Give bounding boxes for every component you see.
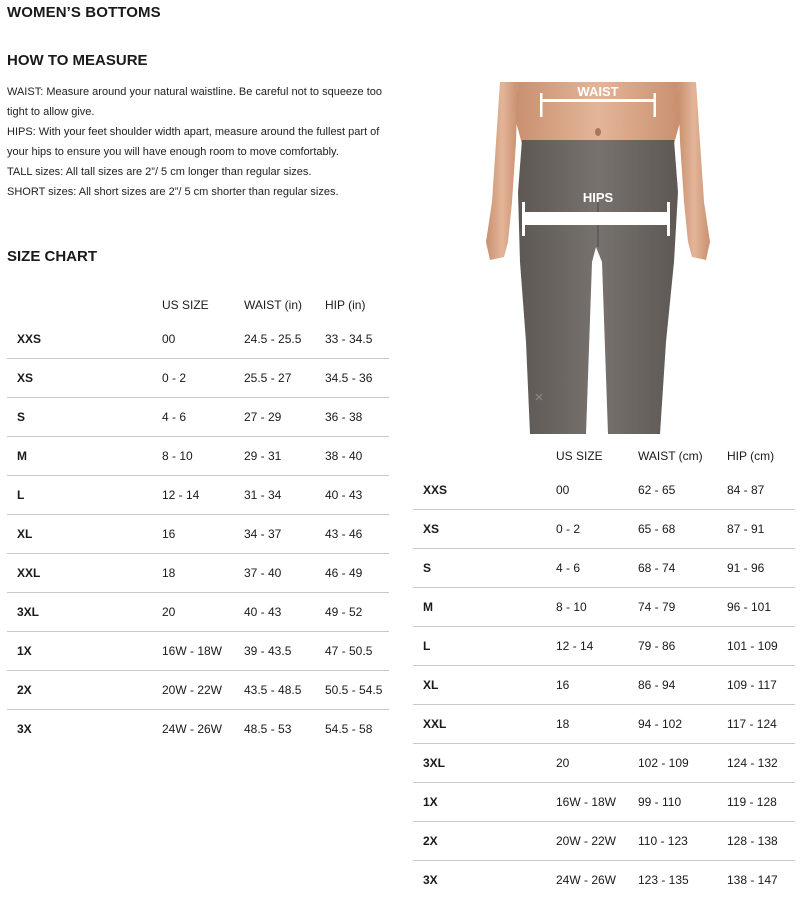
table-row <box>7 554 389 593</box>
cell-hip: 43 - 46 <box>325 515 389 554</box>
table-row <box>413 588 795 627</box>
size-chart-heading: SIZE CHART <box>7 248 97 265</box>
cell-hip: 54.5 - 58 <box>325 722 373 736</box>
cell-waist: 68 - 74 <box>638 549 727 588</box>
cell-waist: 43.5 - 48.5 <box>244 671 325 710</box>
table-row <box>7 632 389 671</box>
cell-waist: 29 - 31 <box>244 437 325 476</box>
hips-band <box>522 212 670 225</box>
cell-us-size: 16 <box>162 515 244 554</box>
table-row <box>7 710 389 749</box>
cell-waist: 34 - 37 <box>244 515 325 554</box>
cell-waist: 79 - 86 <box>638 627 727 666</box>
cell-hip: 34.5 - 36 <box>325 359 389 398</box>
cell-hip: 96 - 101 <box>727 588 795 627</box>
cell-hip: 38 - 40 <box>325 437 389 476</box>
cell-size: XS <box>413 510 556 549</box>
header-waist: WAIST (cm) <box>638 449 703 463</box>
cell-us-size: 0 - 2 <box>556 510 638 549</box>
cell-hip: 84 - 87 <box>727 471 795 510</box>
table-row <box>7 398 389 437</box>
cell-size: S <box>7 398 162 437</box>
cell-us-size: 16 <box>556 666 638 705</box>
table-row <box>413 705 795 744</box>
table-row <box>7 671 389 710</box>
cell-waist: 99 - 110 <box>638 783 727 822</box>
table-row <box>7 593 389 632</box>
table-header-row <box>413 441 795 471</box>
cell-size: 3XL <box>413 744 556 783</box>
cell-hip: 109 - 117 <box>727 666 795 705</box>
table-row <box>413 744 795 783</box>
cell-waist: 31 - 34 <box>244 476 325 515</box>
cell-us-size: 12 - 14 <box>556 627 638 666</box>
table-row <box>7 476 389 515</box>
left-arm <box>486 82 518 260</box>
cell-us-size: 00 <box>162 320 244 359</box>
cell-us-size: 16W - 18W <box>162 632 244 671</box>
cell-us-size: 8 - 10 <box>162 437 244 476</box>
cell-size: M <box>413 588 556 627</box>
cell-us-size: 4 - 6 <box>162 398 244 437</box>
cell-waist: 27 - 29 <box>244 398 325 437</box>
cell-size: XXS <box>413 471 556 510</box>
table-row <box>413 627 795 666</box>
hips-instruction: HIPS: With your feet shoulder width apart, measure around the fullest part of your hips to ensure you will have enough room to move comfortably. <box>7 126 380 158</box>
cell-us-size: 20W - 22W <box>162 671 244 710</box>
cell-size: XL <box>413 666 556 705</box>
cell-waist: 65 - 68 <box>638 510 727 549</box>
short-sizes-note: SHORT sizes: All short sizes are 2”/ 5 cm shorter than regular sizes. <box>7 186 339 198</box>
cell-waist: 37 - 40 <box>244 554 325 593</box>
cell-hip: 47 - 50.5 <box>325 632 389 671</box>
tall-sizes-note: TALL sizes: All tall sizes are 2”/ 5 cm longer than regular sizes. <box>7 166 312 178</box>
cell-waist: 48.5 - 53 <box>244 722 292 736</box>
header-hip: HIP (cm) <box>727 449 775 463</box>
cell-waist: 123 - 135 <box>638 873 689 887</box>
cell-size: XXL <box>413 705 556 744</box>
cell-hip: 128 - 138 <box>727 822 795 861</box>
size-chart-inches-table <box>7 290 389 748</box>
cell-waist: 25.5 - 27 <box>244 359 325 398</box>
waist-label: WAIST <box>577 84 619 99</box>
right-arm <box>678 82 710 260</box>
measurement-figure <box>478 82 718 434</box>
table-row <box>413 510 795 549</box>
header-us-size: US SIZE <box>162 298 209 312</box>
cell-hip: 49 - 52 <box>325 593 389 632</box>
cell-size: L <box>7 476 162 515</box>
header-waist: WAIST (in) <box>244 298 303 312</box>
cell-waist: 102 - 109 <box>638 744 727 783</box>
cell-us-size: 18 <box>162 554 244 593</box>
waist-instruction: WAIST: Measure around your natural waistline. Be careful not to squeeze too tight to allow give. <box>7 86 383 118</box>
cell-waist: 40 - 43 <box>244 593 325 632</box>
cell-us-size: 0 - 2 <box>162 359 244 398</box>
table-row <box>7 320 389 359</box>
cell-hip: 117 - 124 <box>727 705 795 744</box>
cell-size: 2X <box>7 671 162 710</box>
cell-us-size: 20 <box>556 744 638 783</box>
cell-size: S <box>413 549 556 588</box>
cell-size: 3X <box>17 722 32 736</box>
body-measurement-illustration <box>478 82 718 434</box>
cell-hip: 33 - 34.5 <box>325 320 389 359</box>
cell-hip: 36 - 38 <box>325 398 389 437</box>
cell-waist: 110 - 123 <box>638 822 727 861</box>
cell-waist: 74 - 79 <box>638 588 727 627</box>
cell-hip: 124 - 132 <box>727 744 795 783</box>
table-header-row <box>7 290 389 320</box>
table-row <box>413 822 795 861</box>
cell-size: 1X <box>413 783 556 822</box>
cell-size: XXL <box>7 554 162 593</box>
cell-size: 3X <box>423 873 438 887</box>
table-row <box>413 861 795 900</box>
cell-waist: 94 - 102 <box>638 705 727 744</box>
cell-us-size: 18 <box>556 705 638 744</box>
cell-us-size: 12 - 14 <box>162 476 244 515</box>
cell-us-size: 20W - 22W <box>556 822 638 861</box>
cell-hip: 87 - 91 <box>727 510 795 549</box>
hips-label: HIPS <box>582 190 614 205</box>
cell-waist: 62 - 65 <box>638 471 727 510</box>
cell-waist: 86 - 94 <box>638 666 727 705</box>
header-size <box>413 441 556 471</box>
cell-us-size: 20 <box>162 593 244 632</box>
cell-waist: 24.5 - 25.5 <box>244 320 325 359</box>
table-row <box>7 515 389 554</box>
table-row <box>7 359 389 398</box>
cell-size: 1X <box>7 632 162 671</box>
header-us-size: US SIZE <box>556 449 603 463</box>
navel <box>595 128 601 136</box>
cell-us-size: 4 - 6 <box>556 549 638 588</box>
cell-size: XS <box>7 359 162 398</box>
page-title: WOMEN’S BOTTOMS <box>7 4 161 21</box>
table-row <box>413 783 795 822</box>
cell-hip: 40 - 43 <box>325 476 389 515</box>
cell-hip: 101 - 109 <box>727 627 795 666</box>
cell-hip: 119 - 128 <box>727 783 795 822</box>
table-row <box>413 471 795 510</box>
measure-instructions <box>7 82 397 202</box>
table-row <box>413 549 795 588</box>
header-hip: HIP (in) <box>325 298 366 312</box>
cell-size: 2X <box>413 822 556 861</box>
cell-us-size: 24W - 26W <box>556 873 617 887</box>
cell-size: XXS <box>7 320 162 359</box>
cell-hip: 46 - 49 <box>325 554 389 593</box>
cell-size: 3XL <box>7 593 162 632</box>
cell-size: M <box>7 437 162 476</box>
leggings <box>518 140 678 434</box>
header-size <box>7 290 162 320</box>
cell-hip: 138 - 147 <box>727 873 778 887</box>
cell-waist: 39 - 43.5 <box>244 632 325 671</box>
cell-us-size: 8 - 10 <box>556 588 638 627</box>
cell-hip: 91 - 96 <box>727 549 795 588</box>
cell-us-size: 16W - 18W <box>556 783 638 822</box>
how-to-measure-heading: HOW TO MEASURE <box>7 52 148 69</box>
size-chart-cm-table <box>413 441 795 899</box>
table-row <box>7 437 389 476</box>
cell-size: XL <box>7 515 162 554</box>
table-row <box>413 666 795 705</box>
cell-us-size: 00 <box>556 471 638 510</box>
cell-hip: 50.5 - 54.5 <box>325 671 389 710</box>
cell-us-size: 24W - 26W <box>162 722 223 736</box>
cell-size: L <box>413 627 556 666</box>
waist-band <box>540 99 656 102</box>
